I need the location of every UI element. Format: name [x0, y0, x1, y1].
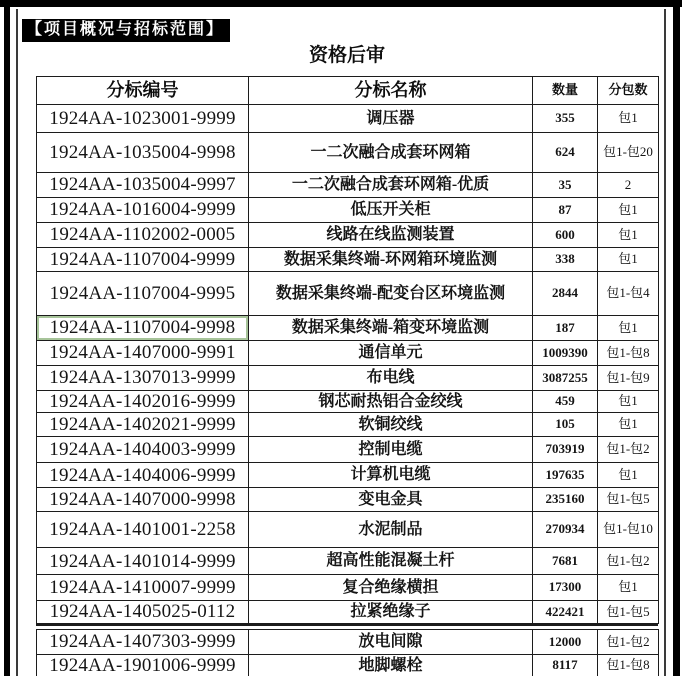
table-row [37, 463, 659, 488]
table-row [37, 655, 659, 676]
table-row [37, 548, 659, 575]
lot-number-cell: 1924AA-1401001-2258 [37, 512, 249, 548]
packages-cell: 包1 [598, 105, 659, 133]
section-title: 【项目概况与招标范围】 [22, 19, 230, 42]
lot-number-cell: 1924AA-1107004-9995 [37, 272, 249, 316]
lot-name-cell: 调压器 [249, 105, 533, 133]
lot-number-cell: 1924AA-1404003-9999 [37, 437, 249, 463]
packages-cell: 包1 [598, 463, 659, 488]
column-header-lot-name: 分标名称 [249, 77, 533, 105]
lot-number-cell: 1924AA-1407000-9991 [37, 341, 249, 366]
lot-name-cell: 拉紧绝缘子 [249, 601, 533, 623]
lot-name-cell: 超高性能混凝土杆 [249, 548, 533, 575]
packages-cell: 包1-包2 [598, 437, 659, 463]
lot-number-cell: 1924AA-1107004-9998 [37, 316, 249, 341]
page-inner-rule-left [16, 9, 18, 676]
quantity-cell: 7681 [533, 548, 598, 575]
lot-number-cell: 1924AA-1901006-9999 [37, 655, 249, 676]
lot-name-cell: 数据采集终端-箱变环境监测 [249, 316, 533, 341]
quantity-cell: 624 [533, 133, 598, 173]
table-row [37, 223, 659, 248]
bid-lots-table [36, 76, 659, 624]
table-row [37, 437, 659, 463]
table-row [37, 630, 659, 655]
quantity-cell: 187 [533, 316, 598, 341]
table-row [37, 512, 659, 548]
lot-name-cell: 布电线 [249, 366, 533, 391]
lot-name-cell: 地脚螺栓 [249, 655, 533, 676]
packages-cell: 包1-包20 [598, 133, 659, 173]
lot-number-cell: 1924AA-1410007-9999 [37, 575, 249, 601]
column-header-packages: 分包数 [598, 77, 659, 105]
quantity-cell: 338 [533, 248, 598, 272]
lot-number-cell: 1924AA-1407000-9998 [37, 488, 249, 512]
lot-name-cell: 水泥制品 [249, 512, 533, 548]
packages-cell: 包1-包8 [598, 655, 659, 676]
packages-cell: 包1-包10 [598, 512, 659, 548]
lot-number-cell: 1924AA-1404006-9999 [37, 463, 249, 488]
lot-name-cell: 通信单元 [249, 341, 533, 366]
packages-cell: 包1 [598, 575, 659, 601]
lot-number-cell: 1924AA-1023001-9999 [37, 105, 249, 133]
lot-name-cell: 数据采集终端-配变台区环境监测 [249, 272, 533, 316]
quantity-cell: 87 [533, 198, 598, 223]
review-method-title: 资格后审 [308, 45, 385, 66]
quantity-cell: 12000 [533, 630, 598, 655]
quantity-cell: 270934 [533, 512, 598, 548]
table-row [37, 272, 659, 316]
quantity-cell: 422421 [533, 601, 598, 623]
lot-name-cell: 数据采集终端-环网箱环境监测 [249, 248, 533, 272]
quantity-cell: 3087255 [533, 366, 598, 391]
lot-number-cell: 1924AA-1401014-9999 [37, 548, 249, 575]
packages-cell: 包1-包5 [598, 601, 659, 623]
page-inner-rule-right [664, 9, 666, 676]
quantity-cell: 355 [533, 105, 598, 133]
quantity-cell: 459 [533, 391, 598, 413]
table-row [37, 488, 659, 512]
bid-lots-table-continued [36, 629, 659, 676]
packages-cell: 2 [598, 173, 659, 198]
packages-cell: 包1 [598, 223, 659, 248]
column-header-quantity: 数量 [533, 77, 598, 105]
packages-cell: 包1 [598, 413, 659, 437]
lot-name-cell: 软铜绞线 [249, 413, 533, 437]
lot-number-cell: 1924AA-1035004-9998 [37, 133, 249, 173]
packages-cell: 包1 [598, 248, 659, 272]
quantity-cell: 1009390 [533, 341, 598, 366]
lot-name-cell: 一二次融合成套环网箱 [249, 133, 533, 173]
packages-cell: 包1-包5 [598, 488, 659, 512]
packages-cell: 包1 [598, 391, 659, 413]
lot-name-cell: 线路在线监测装置 [249, 223, 533, 248]
quantity-cell: 35 [533, 173, 598, 198]
column-header-lot-number: 分标编号 [37, 77, 249, 105]
table-row [37, 198, 659, 223]
table-header-row [37, 77, 659, 105]
table-row [37, 248, 659, 272]
lot-number-cell: 1924AA-1402016-9999 [37, 391, 249, 413]
table-row [37, 341, 659, 366]
quantity-cell: 8117 [533, 655, 598, 676]
quantity-cell: 2844 [533, 272, 598, 316]
lot-name-cell: 控制电缆 [249, 437, 533, 463]
lot-number-cell: 1924AA-1307013-9999 [37, 366, 249, 391]
lot-number-cell: 1924AA-1402021-9999 [37, 413, 249, 437]
quantity-cell: 197635 [533, 463, 598, 488]
table-row [37, 173, 659, 198]
packages-cell: 包1-包9 [598, 366, 659, 391]
quantity-cell: 703919 [533, 437, 598, 463]
table-split-line [36, 624, 658, 626]
table-row [37, 413, 659, 437]
packages-cell: 包1-包8 [598, 341, 659, 366]
lot-name-cell: 复合绝缘横担 [249, 575, 533, 601]
lot-name-cell: 变电金具 [249, 488, 533, 512]
table-row [37, 316, 659, 341]
packages-cell: 包1-包4 [598, 272, 659, 316]
quantity-cell: 17300 [533, 575, 598, 601]
table-row [37, 391, 659, 413]
page-border-left [4, 0, 10, 676]
lot-number-cell: 1924AA-1405025-0112 [37, 601, 249, 623]
lot-name-cell: 放电间隙 [249, 630, 533, 655]
packages-cell: 包1 [598, 198, 659, 223]
lot-number-cell: 1924AA-1102002-0005 [37, 223, 249, 248]
page-border-right [673, 0, 680, 676]
table-row [37, 366, 659, 391]
packages-cell: 包1 [598, 316, 659, 341]
packages-cell: 包1-包2 [598, 630, 659, 655]
lot-name-cell: 计算机电缆 [249, 463, 533, 488]
packages-cell: 包1-包2 [598, 548, 659, 575]
lot-name-cell: 钢芯耐热铝合金绞线 [249, 391, 533, 413]
lot-number-cell: 1924AA-1016004-9999 [37, 198, 249, 223]
lot-number-cell: 1924AA-1035004-9997 [37, 173, 249, 198]
lot-number-cell: 1924AA-1107004-9999 [37, 248, 249, 272]
table-row [37, 105, 659, 133]
quantity-cell: 600 [533, 223, 598, 248]
table-row [37, 575, 659, 601]
page-border-top [0, 0, 682, 7]
lot-name-cell: 低压开关柜 [249, 198, 533, 223]
quantity-cell: 105 [533, 413, 598, 437]
table-row [37, 133, 659, 173]
lot-number-cell: 1924AA-1407303-9999 [37, 630, 249, 655]
lot-name-cell: 一二次融合成套环网箱-优质 [249, 173, 533, 198]
table-row [37, 601, 659, 623]
quantity-cell: 235160 [533, 488, 598, 512]
